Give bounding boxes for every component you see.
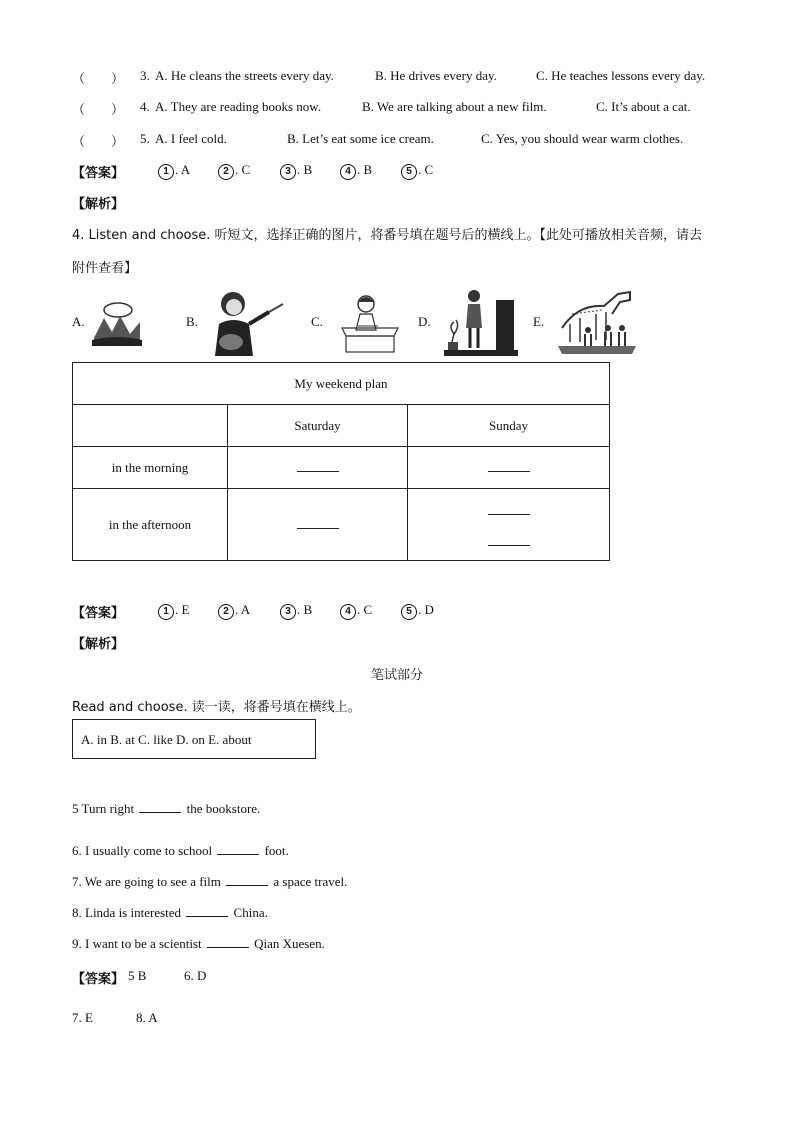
question-text: 7. We are going to see a film [72,874,221,889]
question-text: 6. I usually come to school [72,843,213,858]
final-answer-row-2 [72,1010,372,1028]
final-answer-5: 5 B [128,968,147,983]
answer-paren: （ ） [72,102,125,117]
question-text: 9. I want to be a scientist [72,936,202,951]
answer-paren: （ ） [72,134,125,149]
girl-watering-plant-picture-icon [444,286,518,356]
girl-studying-picture-icon [338,292,402,354]
read-choose-instruction: Read and choose. 读一读，将番号填在横线上。 [72,700,361,715]
word-bank-box: A. in B. at C. like D. on E. about [72,719,316,759]
answer-item-2: 2 . A [218,602,250,620]
option-c: C. He teaches lessons every day. [536,68,706,83]
analysis-label: 【解析】 [72,637,125,652]
question-3 [72,68,706,87]
answer-blank[interactable] [297,518,339,529]
picture-label-e: E. [533,314,545,329]
question-text: the bookstore. [186,801,261,816]
blank-cell[interactable] [228,489,408,561]
option-a: A. They are reading books now. [155,99,322,114]
answer-row-1 [72,162,472,180]
answer-item-2: 2 . C [218,162,250,180]
question-4 [72,99,691,118]
final-answer-8: 8. A [136,1010,158,1025]
landscape-picture-icon [92,296,142,346]
answer-blank[interactable] [488,461,530,472]
fill-question-6 [72,843,289,859]
picture-label-d: D. [418,314,431,329]
dinosaur-museum-picture-icon [558,284,636,356]
fill-question-5 [72,801,260,817]
answer-blank[interactable] [488,504,530,515]
option-b: B. Let’s eat some ice cream. [287,131,434,146]
painter-picture-icon [207,288,287,356]
answer-item-4: 4 . C [340,602,372,620]
answer-blank[interactable] [488,535,530,546]
answer-paren: （ ） [72,71,125,86]
option-a: A. He cleans the streets every day. [155,68,334,83]
answer-label: 【答案】 [72,166,125,181]
answer-item-4: 4 . B [340,162,372,180]
fill-question-8 [72,905,268,921]
question-number: 4. [140,99,150,114]
answer-item-1: 1 . E [158,602,189,620]
question-text: 5 Turn right [72,801,135,816]
question-text: a space travel. [273,874,348,889]
question-text: Qian Xuesen. [254,936,325,951]
question-number: 5. [140,131,150,146]
final-answer-row-1 [72,968,372,986]
weekend-plan-table [72,362,610,561]
written-section-title: 笔试部分 [370,668,423,683]
picture-label-c: C. [311,314,323,329]
answer-item-3: 3 . B [280,602,312,620]
table-title: My weekend plan [73,363,610,405]
answer-blank[interactable] [297,461,339,472]
blank-cell[interactable] [228,447,408,489]
answer-blank[interactable] [186,905,228,917]
answer-blank[interactable] [226,874,268,886]
fill-question-7 [72,874,347,890]
picture-label-a: A. [72,314,85,329]
answer-item-3: 3 . B [280,162,312,180]
question-text: 8. Linda is interested [72,905,182,920]
question-5 [72,131,684,150]
final-answer-6: 6. D [184,968,207,983]
answer-blank[interactable] [139,801,181,813]
option-b: B. We are talking about a new film. [362,99,547,114]
answer-blank[interactable] [217,843,259,855]
section-4-instruction-cont: 附件查看】 [72,261,138,276]
question-text: foot. [264,843,289,858]
blank-cell[interactable] [408,489,610,561]
answer-label: 【答案】 [72,606,125,621]
answer-item-5: 5 . D [401,602,434,620]
option-a: A. I feel cold. [155,131,227,146]
column-header-saturday: Saturday [228,405,408,447]
column-header-sunday: Sunday [408,405,610,447]
option-c: C. Yes, you should wear warm clothes. [481,131,684,146]
final-answer-7: 7. E [72,1010,93,1025]
row-header-morning: in the morning [73,447,228,489]
option-b: B. He drives every day. [375,68,497,83]
option-c: C. It’s about a cat. [596,99,691,114]
answer-label: 【答案】 [72,972,125,987]
answer-item-5: 5 . C [401,162,433,180]
table-corner-cell [73,405,228,447]
answer-item-1: 1 . A [158,162,190,180]
fill-question-9 [72,936,325,952]
blank-cell[interactable] [408,447,610,489]
section-4-instruction: 4. Listen and choose. 听短文，选择正确的图片，将番号填在题号后的横线上。【此处可播放相关音频，请去 [72,228,703,243]
question-number: 3. [140,68,150,83]
question-text: China. [233,905,268,920]
picture-label-b: B. [186,314,198,329]
analysis-label: 【解析】 [72,197,125,212]
row-header-afternoon: in the afternoon [73,489,228,561]
answer-row-2 [72,602,472,620]
answer-blank[interactable] [207,936,249,948]
